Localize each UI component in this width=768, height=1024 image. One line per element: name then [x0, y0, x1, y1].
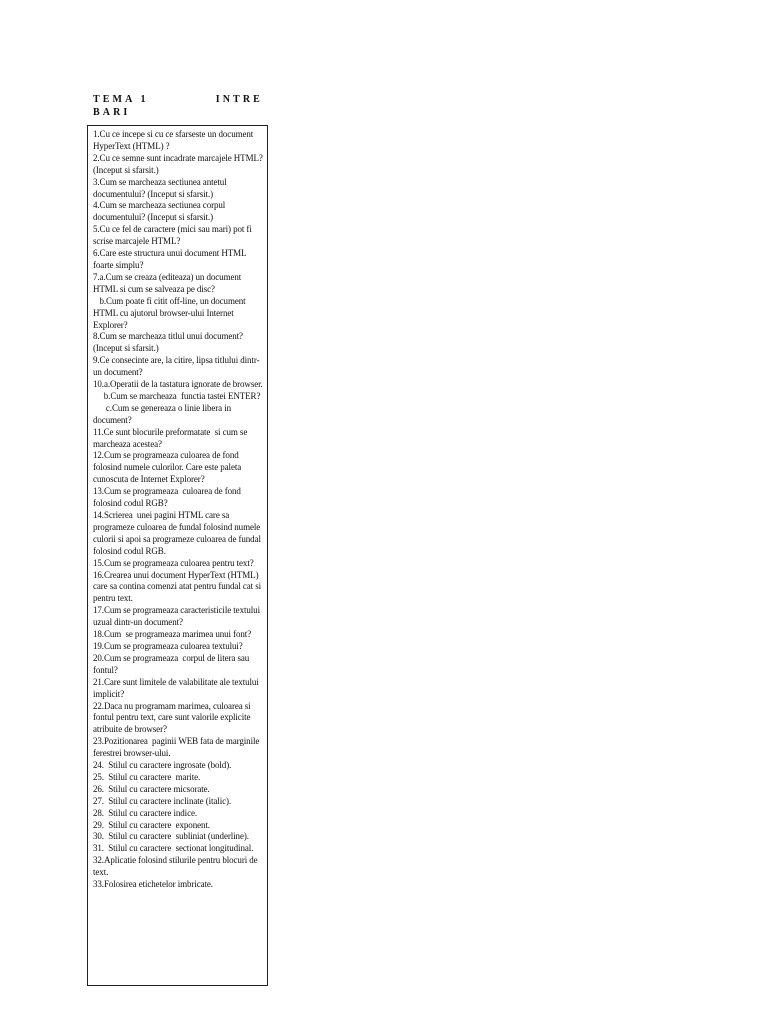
question-item: 9.Ce consecinte are, la citire, lipsa titlului dintr-un document? [93, 355, 260, 378]
question-item: 7.a.Cum se creaza (editeaza) un document HTML si cum se salveaza pe disc? [93, 271, 244, 294]
question-item: 3.Cum se marcheaza sectiunea antetul documentului? (Inceput si sfarsit.) [93, 176, 229, 199]
question-list [93, 129, 265, 891]
question-item: 16.Crearea unui document HyperText (HTML) care sa contina comenzi atat pentru fundal cat si pentru text. [93, 569, 264, 604]
question-item: 2.Cu ce semne sunt incadrate marcajele HTML? (Inceput si sfarsit.) [93, 152, 265, 175]
question-item: 11.Ce sunt blocurile preformatate si cum se marcheaza acestea? [93, 426, 250, 449]
question-item: 33.Folosirea etichetelor imbricate. [93, 879, 213, 890]
question-item: 15.Cum se programeaza culoarea pentru text? [93, 557, 254, 568]
page-heading: TEMA 1 INTREBARI [93, 94, 263, 118]
question-item: 18.Cum se programeaza marimea unui font? [93, 629, 252, 640]
question-item: c.Cum se genereaza o linie libera in document? [93, 402, 234, 425]
question-item: 26. Stilul cu caractere micsorate. [93, 783, 210, 794]
question-item: 20.Cum se programeaza corpul de litera sau fontul? [93, 652, 254, 675]
question-item: 17.Cum se programeaza caracteristicile textului uzual dintr-un document? [93, 605, 263, 628]
question-item: 19.Cum se programeaza culoarea textului? [93, 640, 243, 651]
question-item: 22.Daca nu programam marimea, culoarea si fontul pentru text, care sunt valorile explicite atribuite de browser? [93, 700, 253, 735]
question-box [87, 125, 268, 986]
question-item: 31. Stilul cu caractere sectionat longitudinal. [93, 843, 254, 854]
question-item: b.Cum se marcheaza functia tastei ENTER? [93, 390, 261, 401]
question-item: 21.Care sunt limitele de valabilitate ale textului implicit? [93, 676, 261, 699]
question-item: 29. Stilul cu caractere exponent. [93, 819, 210, 830]
question-item: 24. Stilul cu caractere ingrosate (bold). [93, 760, 232, 771]
question-item: 12.Cum se programeaza culoarea de fond folosind numele culorilor. Care este paleta cunoscuta de Internet Explorer? [93, 450, 244, 485]
question-item: 14.Scrierea unei pagini HTML care sa programeze culoarea de fundal folosind numele culorii si apoi sa programeze culoarea de fundal folosind codul RGB. [93, 510, 266, 556]
question-item: 4.Cum se marcheaza sectiunea corpul documentului? (Inceput si sfarsit.) [93, 200, 228, 223]
question-item: 23.Pozitionarea paginii WEB fata de marginile ferestrei browser-ului. [93, 736, 262, 759]
question-item: 32.Aplicatie folosind stilurile pentru blocuri de text. [93, 855, 260, 878]
question-item: 27. Stilul cu caractere inclinate (italic). [93, 795, 232, 806]
question-item: 5.Cu ce fel de caractere (mici sau mari) pot fi scrise marcajele HTML? [93, 224, 254, 247]
question-item: 6.Care este structura unui document HTML foarte simplu? [93, 248, 249, 270]
question-item: b.Cum poate fi citit off-line, un document HTML cu ajutorul browser-ului Internet Explorer? [93, 295, 248, 330]
question-item: 1.Cu ce incepe si cu ce sfarseste un document HyperText (HTML) ? [93, 129, 256, 151]
question-item: 30. Stilul cu caractere subliniat (underline). [93, 831, 249, 842]
question-item: 28. Stilul cu caractere indice. [93, 807, 198, 818]
question-item: 10.a.Operatii de la tastatura ignorate de browser. [93, 379, 263, 390]
question-item: 13.Cum se programeaza culoarea de fond folosind codul RGB? [93, 486, 243, 509]
question-item: 25. Stilul cu caractere marite. [93, 771, 201, 782]
question-item: 8.Cum se marcheaza titlul unui document? (Inceput si sfarsit.) [93, 331, 246, 354]
